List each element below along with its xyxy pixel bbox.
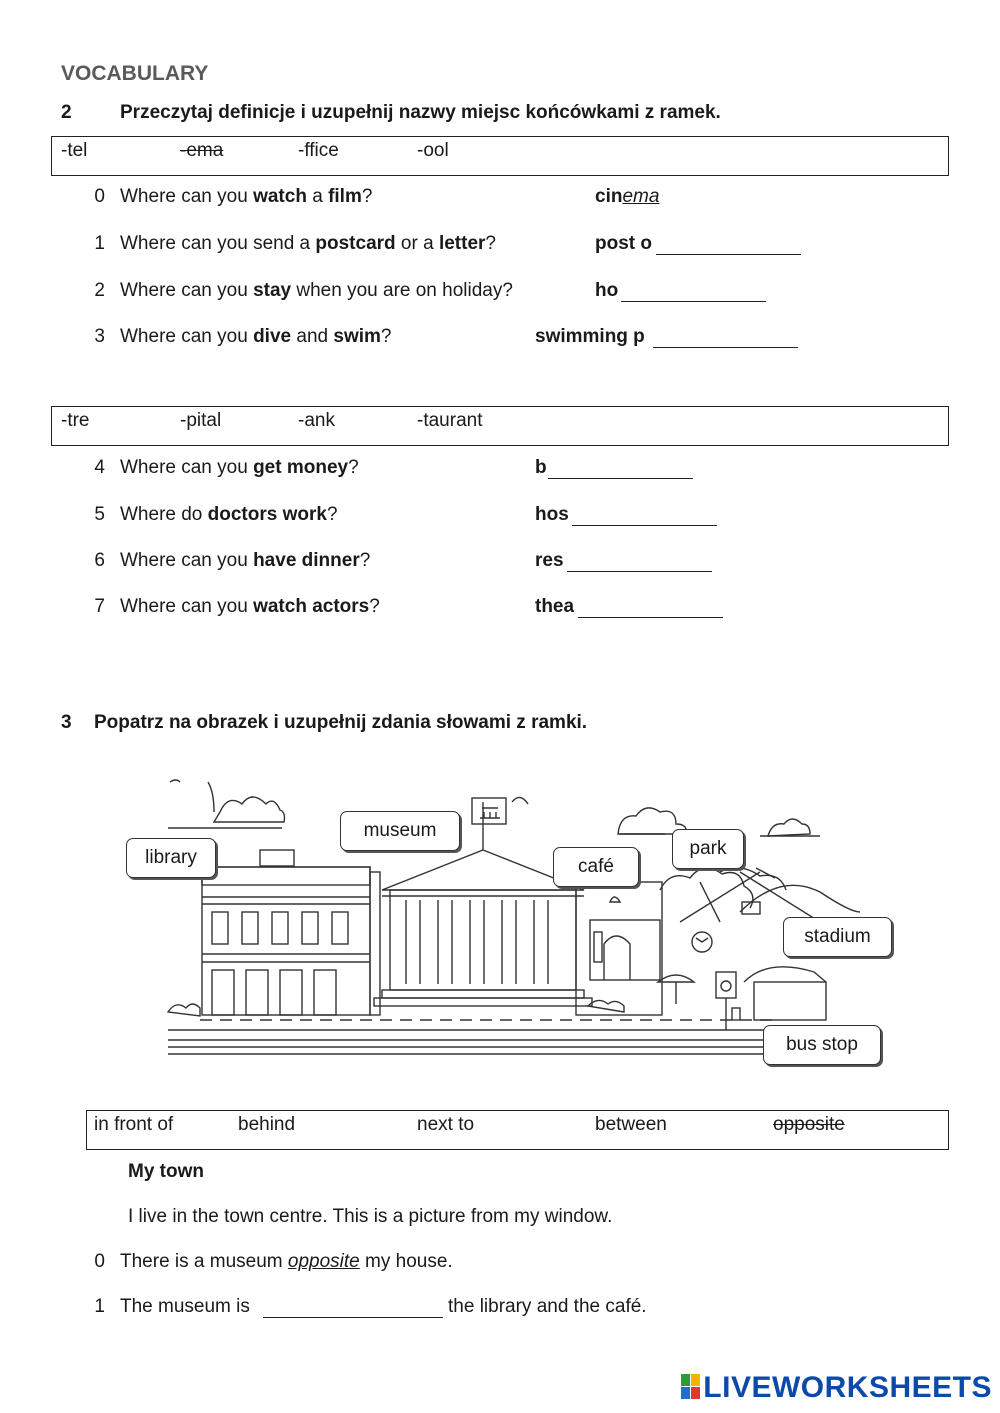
answer-word: swimming p	[535, 326, 645, 347]
text-title: My town	[128, 1161, 204, 1182]
word-box-item: behind	[238, 1114, 296, 1135]
answer-blank-5[interactable]	[572, 507, 717, 526]
word-box-2	[51, 406, 949, 446]
word-box-item: in front of	[94, 1114, 174, 1135]
word-box-item: -ank	[298, 410, 335, 431]
question-text: Where do doctors work?	[120, 504, 338, 525]
question-text: Where can you watch a film?	[120, 186, 373, 207]
sentence-text: There is a museum opposite my house.	[120, 1251, 453, 1272]
answer-blank-2[interactable]	[621, 283, 766, 302]
sentence-number: 0	[94, 1251, 105, 1272]
label-park: park	[672, 829, 744, 869]
answer-word: b	[535, 457, 547, 478]
sentence-blank-1[interactable]	[263, 1299, 443, 1318]
word-box-item-used: -ema	[180, 140, 224, 161]
answer-blank-4[interactable]	[548, 460, 693, 479]
answer-word: cinema	[595, 186, 660, 207]
question-text: Where can you watch actors?	[120, 596, 380, 617]
exercise-3-instruction: Popatrz na obrazek i uzupełnij zdania słowami z ramki.	[94, 712, 588, 733]
word-box-item: between	[595, 1114, 667, 1135]
word-box-item: -ool	[417, 140, 449, 161]
question-number: 2	[94, 280, 105, 301]
answer-word: res	[535, 550, 564, 571]
label-library: library	[126, 838, 216, 878]
question-number: 1	[94, 233, 105, 254]
question-number: 5	[94, 504, 105, 525]
logo-icon	[681, 1374, 701, 1400]
sentence-number: 1	[94, 1296, 105, 1317]
question-number: 6	[94, 550, 105, 571]
answer-word: ho	[595, 280, 619, 301]
exercise-3-number: 3	[61, 712, 72, 733]
answer-blank-1[interactable]	[656, 236, 801, 255]
question-text: Where can you dive and swim?	[120, 326, 392, 347]
question-number: 0	[94, 186, 105, 207]
word-box-item: next to	[417, 1114, 475, 1135]
exercise-2-instruction: Przeczytaj definicje i uzupełnij nazwy miejsc końcówkami z ramek.	[120, 102, 721, 123]
question-text: Where can you stay when you are on holiday?	[120, 280, 513, 301]
sentence-text-end: the library and the café.	[448, 1296, 647, 1317]
word-box-3	[86, 1110, 949, 1150]
logo-text: LIVEWORKSHEETS	[703, 1371, 992, 1404]
word-box-item: -ffice	[298, 140, 339, 161]
liveworksheets-logo	[681, 1371, 992, 1405]
word-box-item: -pital	[180, 410, 222, 431]
label-bus-stop: bus stop	[763, 1025, 881, 1065]
label-cafe: café	[553, 847, 639, 887]
answer-word: post o	[595, 233, 652, 254]
text-intro: I live in the town centre. This is a picture from my window.	[128, 1206, 613, 1227]
label-stadium: stadium	[783, 917, 892, 957]
answer-blank-3[interactable]	[653, 329, 798, 348]
question-number: 7	[94, 596, 105, 617]
question-text: Where can you send a postcard or a letter?	[120, 233, 496, 254]
word-box-item: -tre	[61, 410, 90, 431]
sentence-text-start: The museum is	[120, 1296, 250, 1317]
label-museum: museum	[340, 811, 460, 851]
word-box-item: -tel	[61, 140, 88, 161]
question-text: Where can you get money?	[120, 457, 359, 478]
answer-blank-6[interactable]	[567, 553, 712, 572]
exercise-2-number: 2	[61, 102, 72, 123]
example-answer: ema	[622, 186, 660, 207]
word-box-1	[51, 136, 949, 176]
answer-word: hos	[535, 504, 569, 525]
question-number: 4	[94, 457, 105, 478]
question-text: Where can you have dinner?	[120, 550, 371, 571]
section-title: VOCABULARY	[61, 62, 209, 85]
answer-blank-7[interactable]	[578, 599, 723, 618]
question-number: 3	[94, 326, 105, 347]
word-box-item-used: opposite	[773, 1114, 845, 1135]
answer-word: thea	[535, 596, 575, 617]
word-box-item: -taurant	[417, 410, 483, 431]
example-answer: opposite	[287, 1251, 360, 1272]
